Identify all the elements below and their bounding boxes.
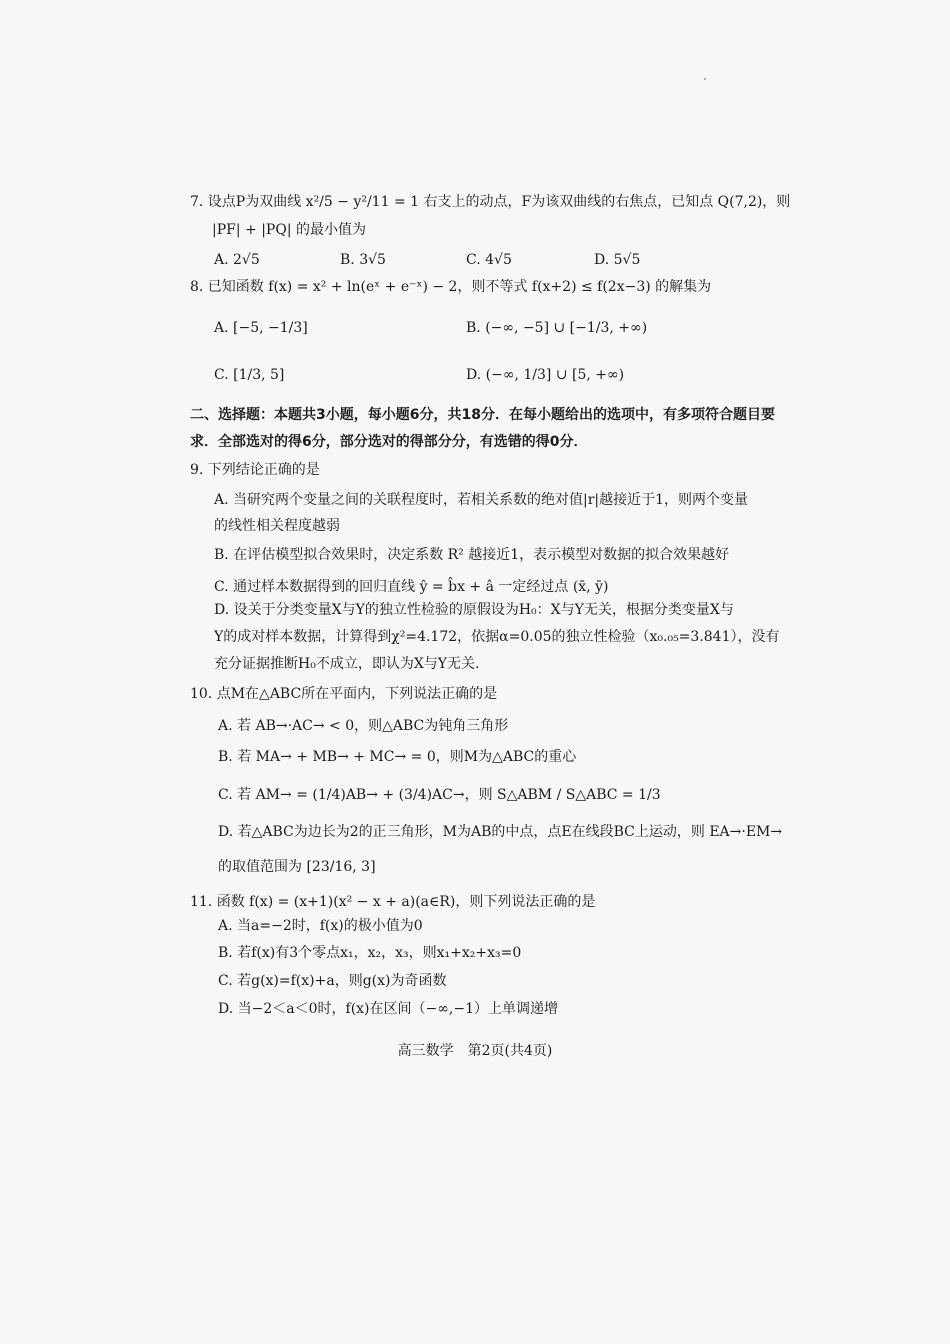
q8-option-a: A. [−5, −1/3] (214, 320, 308, 336)
q9-option-c: C. 通过样本数据得到的回归直线 ŷ = b̂x + â 一定经过点 (x̄, ȳ) (214, 579, 609, 595)
q11-option-d: D. 当−2＜a＜0时，f(x)在区间（−∞,−1）上单调递增 (218, 1001, 558, 1017)
q10-option-d-cont: 的取值范围为 [23/16, 3] (218, 859, 376, 875)
q7-option-c: C. 4√5 (466, 252, 512, 268)
q9-option-b: B. 在评估模型拟合效果时，决定系数 R² 越接近1，表示模型对数据的拟合效果越好 (214, 547, 730, 563)
q9-option-d-cont1: Y的成对样本数据，计算得到χ²=4.172，依据α=0.05的独立性检验（x₀.₀₅=3.841），没有 (214, 629, 780, 645)
section2-heading-cont: 求．全部选对的得6分，部分选对的得部分分，有选错的得0分． (190, 434, 588, 450)
q10-option-a: A. 若 AB→·AC→ < 0，则△ABC为钝角三角形 (218, 718, 509, 734)
q10-stem: 10. 点M在△ABC所在平面内，下列说法正确的是 (190, 686, 498, 702)
q7-option-b: B. 3√5 (340, 252, 386, 268)
section2-heading: 二、选择题：本题共3小题，每小题6分，共18分．在每小题给出的选项中，有多项符合题目要 (190, 407, 775, 423)
q11-option-b: B. 若f(x)有3个零点x₁，x₂，x₃，则x₁+x₂+x₃=0 (218, 945, 522, 961)
q9-option-d-cont2: 充分证据推断H₀不成立，即认为X与Y无关. (214, 656, 480, 672)
q9-option-a-cont: 的线性相关程度越弱 (214, 518, 340, 534)
q10-option-d: D. 若△ABC为边长为2的正三角形，M为AB的中点，点E在线段BC上运动，则 EA→·EM→ (218, 824, 783, 840)
q7-stem-cont: |PF| + |PQ| 的最小值为 (212, 222, 366, 238)
q9-option-a: A. 当研究两个变量之间的关联程度时，若相关系数的绝对值|r|越接近于1，则两个变量 (214, 492, 749, 508)
q9-option-d: D. 设关于分类变量X与Y的独立性检验的原假设为H₀：X与Y无关，根据分类变量X与 (214, 602, 734, 618)
q8-option-b: B. (−∞, −5] ∪ [−1/3, +∞) (466, 320, 648, 336)
q11-stem: 11. 函数 f(x) = (x+1)(x² − x + a)(a∈R)，则下列说法正确的是 (190, 894, 596, 910)
q7-stem: 7. 设点P为双曲线 x²/5 − y²/11 = 1 右支上的动点，F为该双曲线的右焦点，已知点 Q(7,2)，则 (190, 194, 791, 210)
page-footer: 高三数学 第2页(共4页) (397, 1043, 553, 1059)
q10-option-b: B. 若 MA→ + MB→ + MC→ = 0，则M为△ABC的重心 (218, 749, 577, 765)
q11-option-a: A. 当a=−2时，f(x)的极小值为0 (218, 918, 423, 934)
q9-stem: 9. 下列结论正确的是 (190, 462, 320, 478)
q11-option-c: C. 若g(x)=f(x)+a，则g(x)为奇函数 (218, 973, 447, 989)
q8-option-d: D. (−∞, 1/3] ∪ [5, +∞) (466, 367, 625, 383)
q7-option-d: D. 5√5 (594, 252, 641, 268)
q8-stem: 8. 已知函数 f(x) = x² + ln(eˣ + e⁻ˣ) − 2，则不等式 f(x+2) ≤ f(2x−3) 的解集为 (190, 279, 712, 295)
q10-option-c: C. 若 AM→ = (1/4)AB→ + (3/4)AC→，则 S△ABM / S△ABC = 1/3 (218, 787, 661, 803)
q7-option-a: A. 2√5 (214, 252, 260, 268)
q8-option-c: C. [1/3, 5] (214, 367, 285, 383)
scan-speck (704, 78, 706, 80)
